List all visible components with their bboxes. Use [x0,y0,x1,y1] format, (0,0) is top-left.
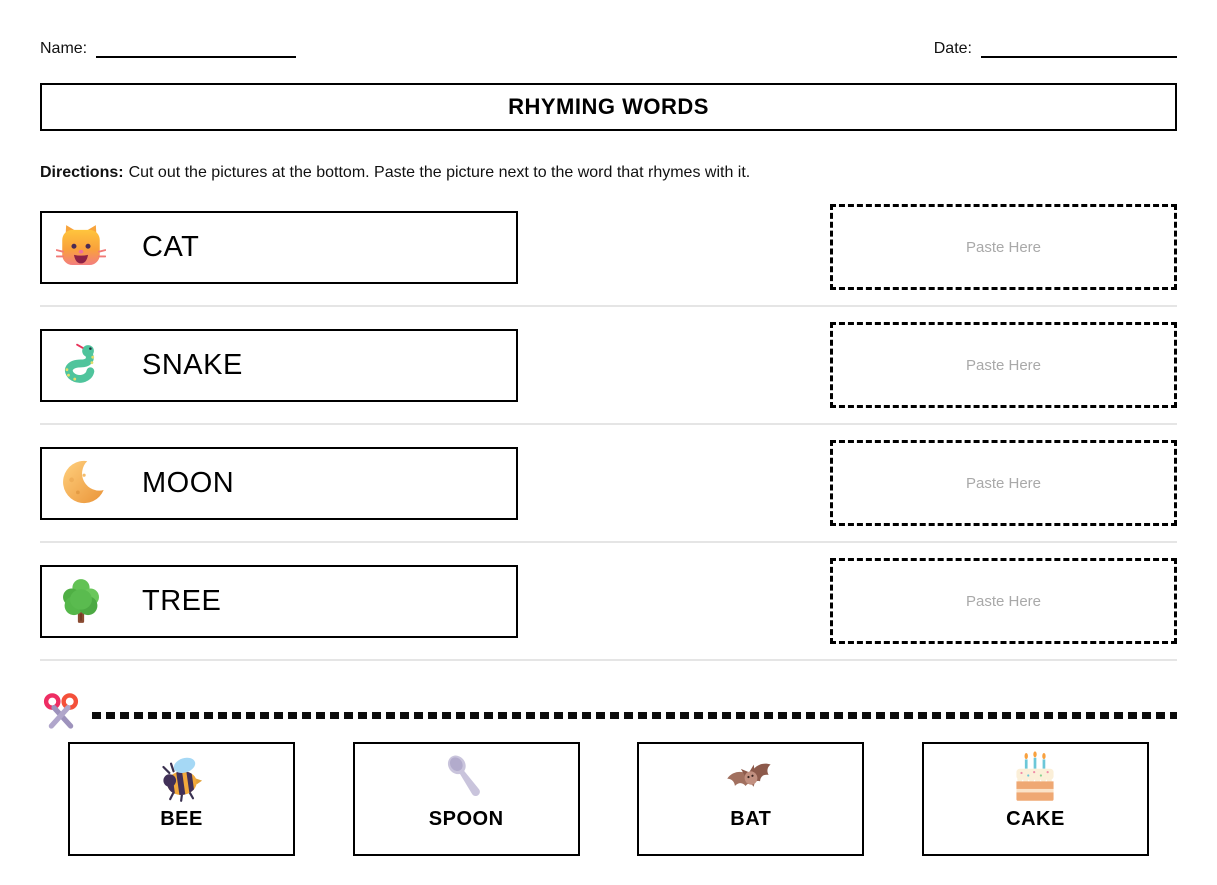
page-title: RHYMING WORDS [508,94,709,119]
moon-emoji-icon [56,458,106,508]
row-divider [40,659,1177,661]
paste-here-label: Paste Here [965,474,1042,492]
cutout-label-bat: BAT [730,808,772,830]
directions [40,164,1177,182]
rhyme-row-snake [40,322,1177,408]
cutout-cards [40,742,1177,856]
snake-emoji-icon [56,340,106,390]
bee-emoji-icon [155,751,209,805]
name-field [40,41,296,58]
date-field [934,41,1177,58]
date-label: Date: [933,40,972,57]
title-box [40,83,1177,131]
spoon-emoji-icon [439,751,493,805]
scissors-icon [40,691,82,733]
rhyme-row-moon [40,440,1177,526]
bat-emoji-icon [724,751,778,805]
word-box-tree [40,565,518,638]
paste-here-label: Paste Here [965,592,1042,610]
row-divider [40,305,1177,307]
directions-text: Cut out the pictures at the bottom. Paste the picture next to the word that rhymes with it. [128,164,751,181]
word-box-snake [40,329,518,402]
cat-emoji-icon [56,222,106,272]
word-label-moon: MOON [142,466,235,499]
paste-box-moon[interactable] [830,440,1177,526]
cut-line [40,691,1177,733]
rhyme-rows [40,204,1177,661]
name-label: Name: [40,40,88,57]
word-label-snake: SNAKE [142,348,243,381]
cutout-bee[interactable] [68,742,295,856]
cutout-cake[interactable] [922,742,1149,856]
name-blank-line[interactable] [96,54,296,58]
rhyme-row-tree [40,558,1177,644]
cutout-label-cake: CAKE [1006,808,1065,830]
header-row [40,38,1177,58]
word-box-cat [40,211,518,284]
rhyme-row-cat [40,204,1177,290]
cutout-spoon[interactable] [353,742,580,856]
word-label-tree: TREE [142,584,222,617]
tree-emoji-icon [56,576,106,626]
dashed-cut-line [92,712,1177,719]
paste-box-tree[interactable] [830,558,1177,644]
paste-box-cat[interactable] [830,204,1177,290]
cutout-bat[interactable] [637,742,864,856]
directions-label: Directions: [40,164,124,181]
row-divider [40,423,1177,425]
paste-box-snake[interactable] [830,322,1177,408]
row-divider [40,541,1177,543]
date-blank-line[interactable] [981,54,1177,58]
cake-emoji-icon [1008,751,1062,805]
paste-here-label: Paste Here [965,238,1042,256]
word-box-moon [40,447,518,520]
cutout-label-spoon: SPOON [428,808,504,830]
paste-here-label: Paste Here [965,356,1042,374]
cutout-label-bee: BEE [160,808,203,830]
word-label-cat: CAT [142,230,200,263]
